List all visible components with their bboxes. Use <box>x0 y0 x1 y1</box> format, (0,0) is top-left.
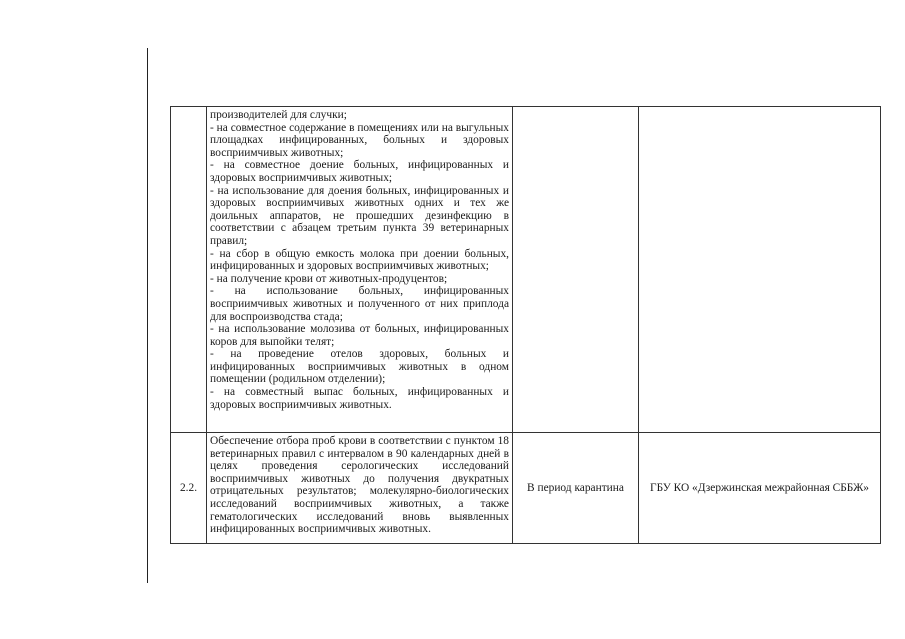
measure-text: Обеспечение отбора проб крови в соответствии с пунктом 18 ветеринарных правил с интервалом в 90 календарных дней в целях проведения серологических исследований восприимчивых животных до получения двукратных отрицательных результатов; молекулярно-биологических исследований восприимчивых животных, а также гематологических исследований вновь выявленных инфицированных восприимчивых животных. <box>210 435 509 536</box>
period-cell: В период карантина <box>513 433 639 544</box>
period-cell <box>513 107 639 433</box>
row-number-cell <box>171 107 207 433</box>
measure-line: - на использование для доения больных, инфицированных и здоровых восприимчивых животных одних и тех же доильных аппаратов, не прошедших дезинфекцию в соответствии с абзацем третьим пункта 39 ветеринарных правил; <box>210 184 509 247</box>
table-row <box>171 433 881 544</box>
measures-text-cell <box>207 433 513 544</box>
measure-line: - на получение крови от животных-продуцентов; <box>210 272 448 285</box>
measure-line: - на использование больных, инфицированных восприимчивых животных и полученного от них приплода для воспроизводства стада; <box>210 285 509 323</box>
measure-line: - на сбор в общую емкость молока при доении больных, инфицированных и здоровых восприимчивых животных; <box>210 247 509 273</box>
responsible-cell: ГБУ КО «Дзержинская межрайонная СББЖ» <box>639 433 881 544</box>
measure-line: - на проведение отелов здоровых, больных и инфицированных восприимчивых животных в одном помещении (родильном отделении); <box>210 348 509 386</box>
measure-line: - на совместное доение больных, инфицированных и здоровых восприимчивых животных; <box>210 159 509 184</box>
responsible-cell <box>639 107 881 433</box>
row-number-cell: 2.2. <box>171 433 207 544</box>
measure-line: - на использование молозива от больных, инфицированных коров для выпойки телят; <box>210 323 509 348</box>
measure-line: - на совместное содержание в помещениях или на выгульных площадках инфицированных, больных и здоровых восприимчивых животных; <box>210 121 509 159</box>
page-margin-line <box>147 48 148 583</box>
table-row <box>171 107 881 433</box>
measure-line: производителей для случки; <box>210 109 347 121</box>
measure-line: - на совместный выпас больных, инфицированных и здоровых восприимчивых животных. <box>210 386 509 411</box>
measures-table <box>170 106 881 544</box>
measures-text-cell <box>207 107 513 433</box>
